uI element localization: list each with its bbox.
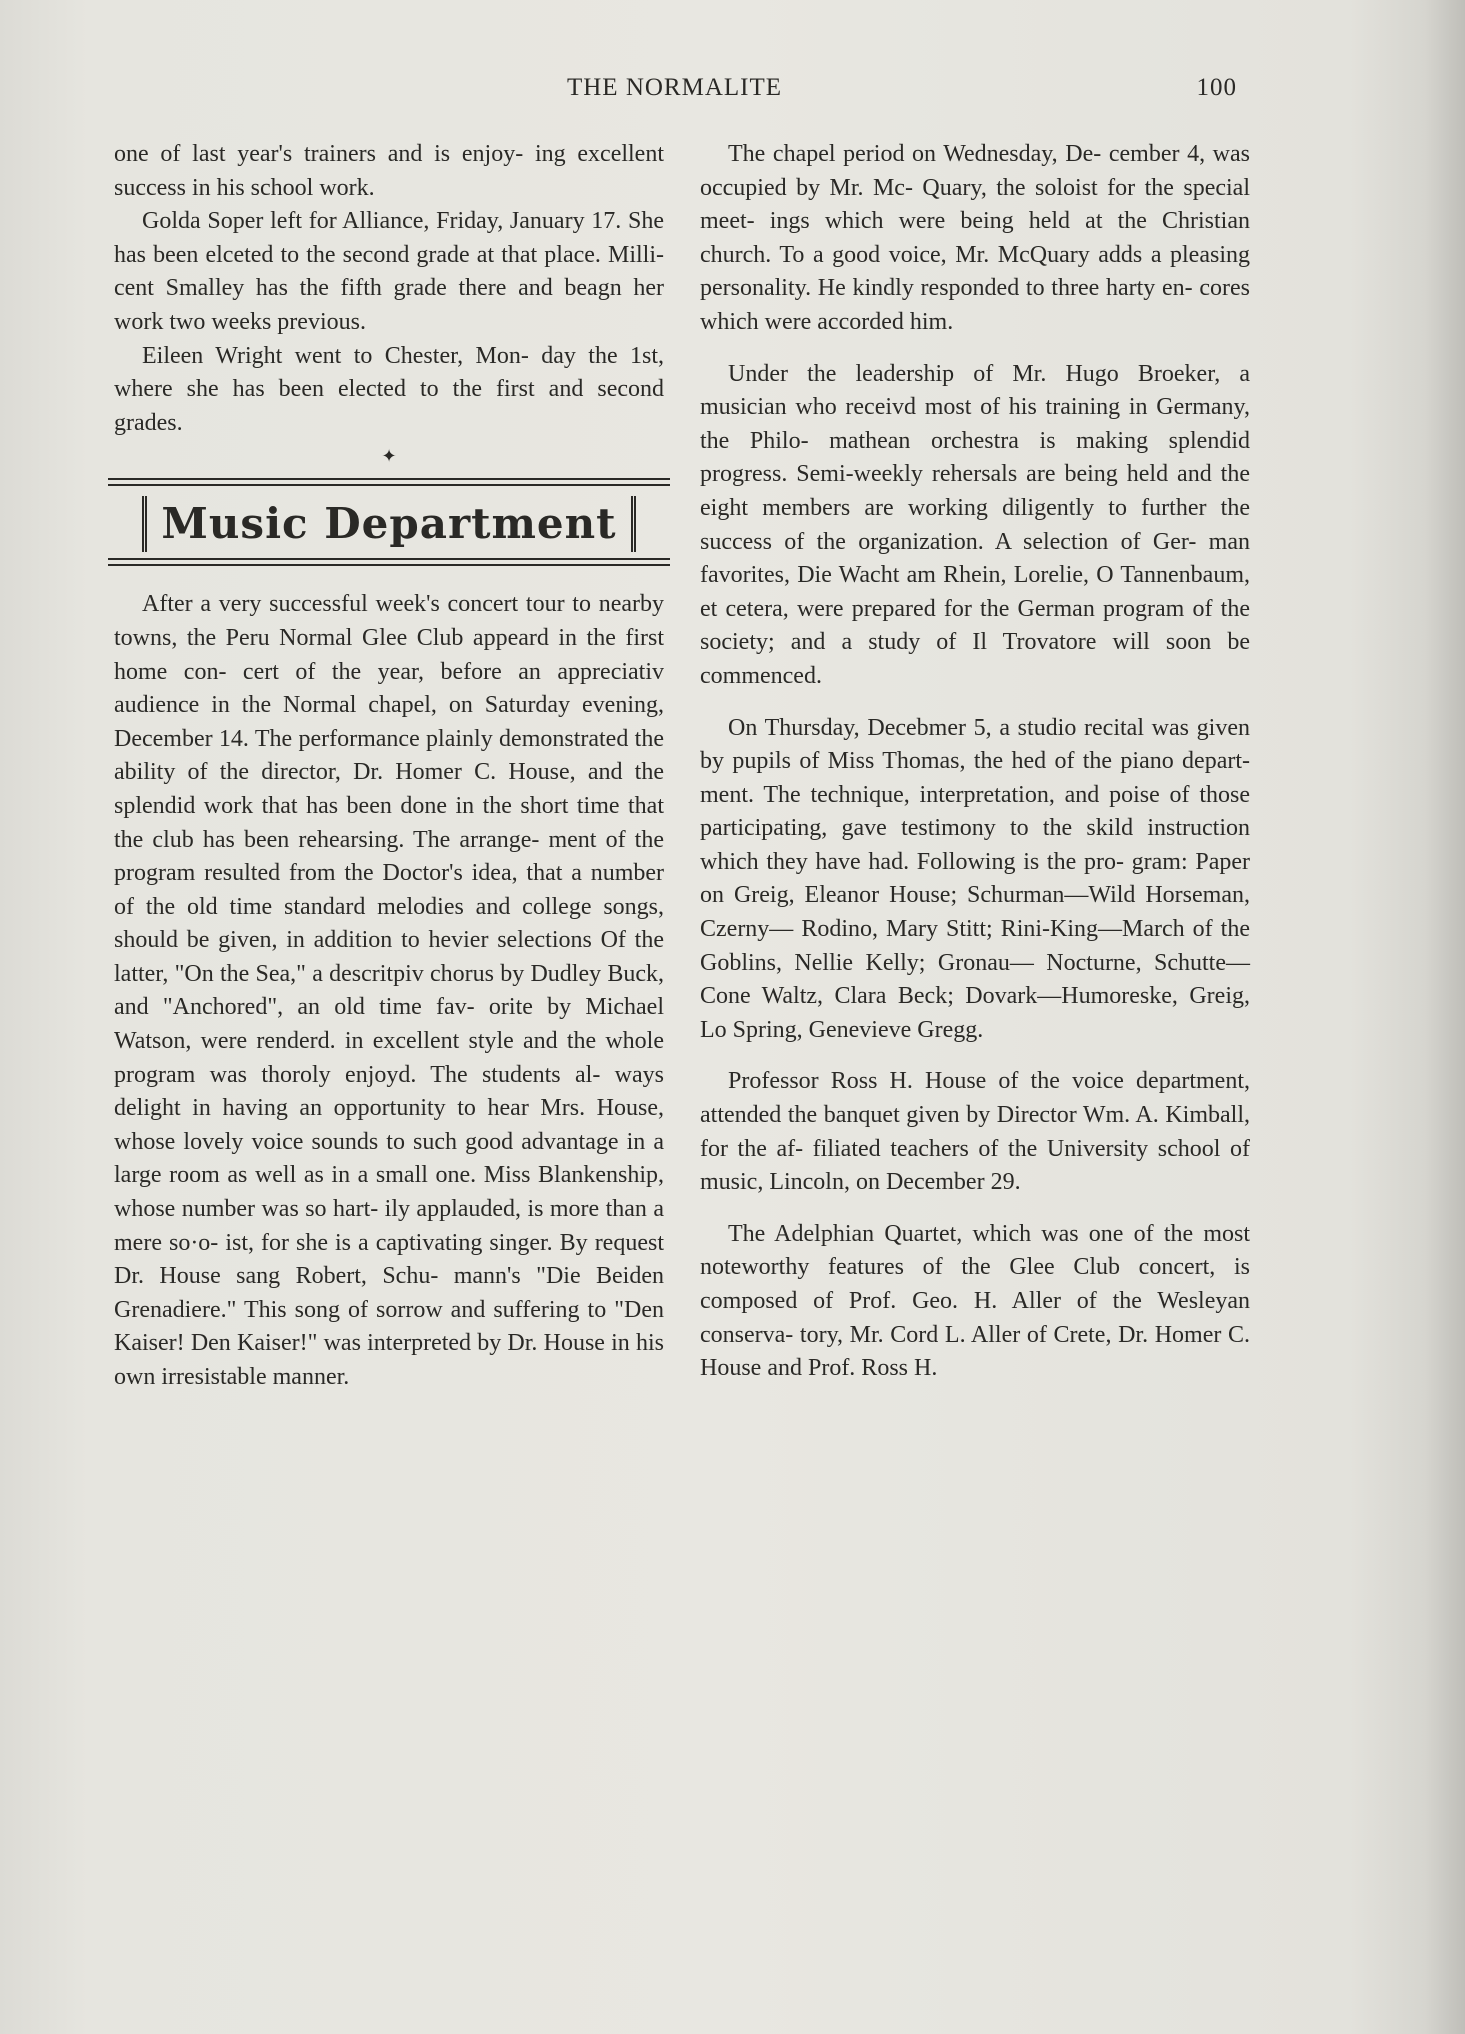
- rule: [108, 478, 670, 480]
- paragraph: After a very successful week's concert tour to nearby towns, the Peru Normal Glee Club appeard in the first home con- cert of the year, before an appreciativ audience in the Normal chapel, on Saturday evening, December 14. The performance plainly demonstrated the ability of the director, Dr. Homer C. House, and the splendid work that has been done in the short time that the club has been rehearsing. The arrange- ment of the program resulted from the Doctor's idea, that a number of the old time standard melodies and college songs, should be given, in addition to hevier selections Of the latter, "On the Sea," a descritpiv chorus by Dudley Buck, and "Anchored", an old time fav- orite by Michael Watson, were renderd. in excellent style and the whole program was thoroly enjoyd. The students al- ways delight in having an opportunity to hear Mrs. House, whose lovely voice sounds to such good advantage in a large room as well as in a small one. Miss Blankenship, whose number was so hart- ily applauded, is more than a mere so·o- ist, for she is a captivating singer. By request Dr. House sang Robert, Schu- mann's "Die Beiden Grenadiere." This song of sorrow and suffering to "Den Kaiser! Den Kaiser!" was interpreted by Dr. House in his own irresistable manner.: [114, 591, 664, 1390]
- rule: [108, 484, 670, 486]
- ornament: ✦: [381, 446, 397, 467]
- paragraph: On Thursday, Decebmer 5, a studio recital was given by pupils of Miss Thomas, the hed of the piano depart- ment. The technique, interpretation, and poise of those participating, gave testimony to the skild instruction which they have had. Following is the pro- gram: Paper on Greig, Eleanor House; Schurman—Wild Horseman, Czerny— Rodino, Mary Stitt; Rini-King—March of the Goblins, Nellie Kelly; Gronau— Nocturne, Schutte—Cone Waltz, Clara Beck; Dovark—Humoreske, Greig, Lo Spring, Genevieve Gregg.: [700, 714, 1250, 1043]
- section-heading-wrap: [108, 496, 670, 552]
- paragraph: one of last year's trainers and is enjoy- ing excellent success in his school work.: [114, 141, 664, 201]
- paragraph: The chapel period on Wednesday, De- cember 4, was occupied by Mr. Mc- Quary, the soloist for the special meet- ings which were being held at the Christian church. To a good voice, Mr. McQuary adds a pleasing personality. He kindly responded to three harty en- cores which were accorded him.: [700, 141, 1250, 335]
- rule: [108, 564, 670, 566]
- paragraph: Professor Ross H. House of the voice department, attended the banquet given by Director Wm. A. Kimball, for the af- filiated teachers of the University school of music, Lincoln, on December 29.: [700, 1068, 1250, 1196]
- running-title: THE NORMALITE: [566, 74, 783, 101]
- paragraph: The Adelphian Quartet, which was one of the most noteworthy features of the Glee Club concert, is composed of Prof. Geo. H. Aller of the Wesleyan conserva- tory, Mr. Cord L. Aller of Crete, Dr. Homer C. House and Prof. Ross H.: [700, 1220, 1250, 1382]
- paragraph: Under the leadership of Mr. Hugo Broeker, a musician who receivd most of his training in Germany, the Philo- mathean orchestra is making splendid progress. Semi-weekly rehersals are being held and the eight members are working diligently to further the success of the organization. A selection of Ger- man favorites, Die Wacht am Rhein, Lorelie, O Tannenbaum, et cetera, were prepared for the German program of the society; and a study of Il Trovatore will soon be commenced.: [700, 360, 1250, 689]
- left-column: [114, 138, 664, 1395]
- paragraph: Golda Soper left for Alliance, Friday, January 17. She has been elceted to the second grade at that place. Milli- cent Smalley has the fifth grade there and beagn her work two weeks previous.: [114, 208, 664, 335]
- section-banner: [108, 474, 670, 574]
- section-heading: Music Department: [142, 496, 635, 552]
- page-number: 100: [1196, 74, 1237, 101]
- paragraph: Eileen Wright went to Chester, Mon- day the 1st, where she has been elected to the first and second grades.: [114, 342, 664, 436]
- rule: [108, 558, 670, 560]
- page-header: [112, 70, 1237, 110]
- page-edge-shadow: [1425, 0, 1465, 2034]
- right-column: [700, 138, 1250, 1386]
